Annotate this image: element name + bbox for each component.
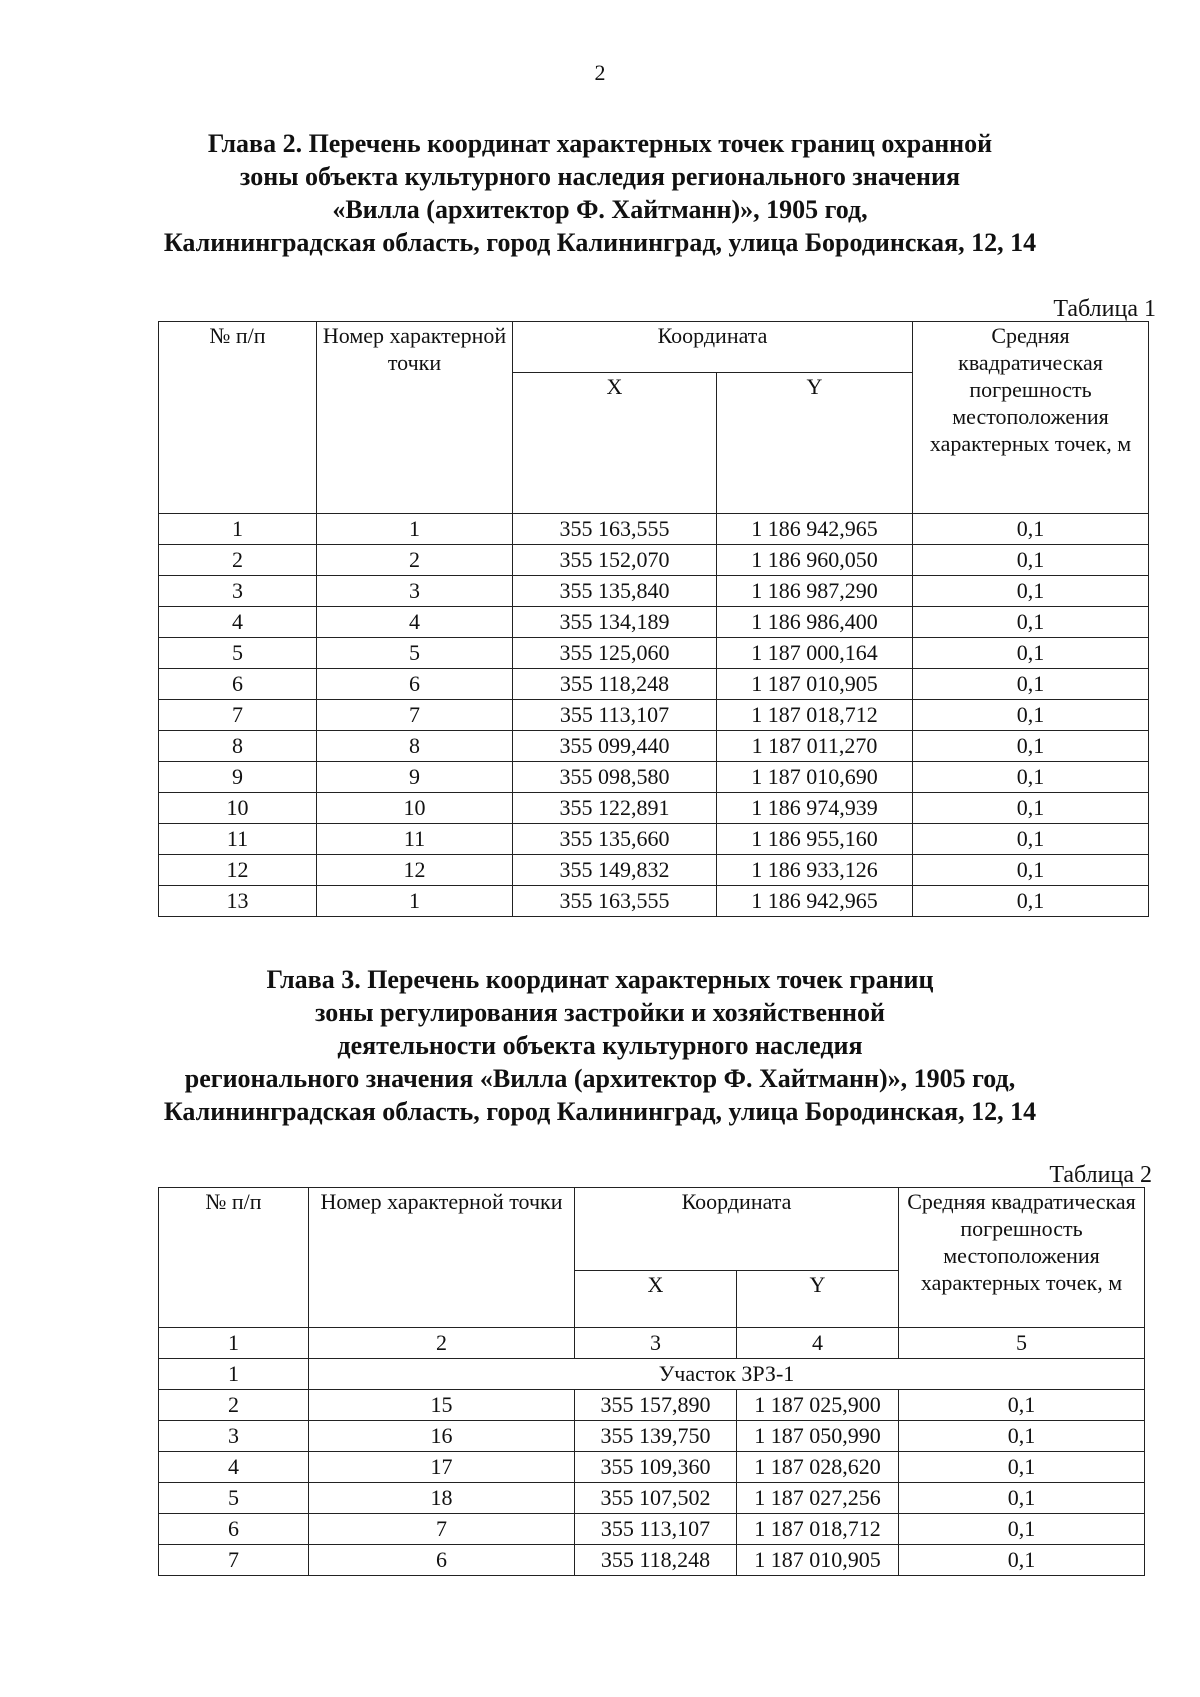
chapter-2-title — [140, 127, 1060, 259]
header-num: № п/п — [159, 1188, 309, 1328]
point-num: 4 — [317, 607, 513, 638]
chapter-3-title-line: Калининградская область, город Калининград, улица Бородинская, 12, 14 — [163, 1097, 1037, 1126]
header-x: X — [513, 373, 717, 514]
table-1-caption: Таблица 1 — [1053, 296, 1156, 322]
point-num: 1 — [317, 514, 513, 545]
chapter-2-title-line: Калининградская область, город Калининград, улица Бородинская, 12, 14 — [163, 228, 1037, 257]
chapter-2-title-line: Глава 2. Перечень координат характерных точек границ охранной — [207, 129, 993, 158]
point-num: 9 — [317, 762, 513, 793]
table-row — [159, 638, 1149, 669]
header-num: № п/п — [159, 322, 317, 514]
table-1 — [158, 321, 1149, 917]
row-num: 4 — [159, 607, 317, 638]
error-value: 0,1 — [913, 607, 1149, 638]
point-num: 18 — [309, 1483, 575, 1514]
coord-y: 1 187 027,256 — [737, 1483, 899, 1514]
header-coordinate: Координата — [513, 322, 913, 373]
point-num: 10 — [317, 793, 513, 824]
coord-y: 1 187 028,620 — [737, 1452, 899, 1483]
row-num: 4 — [159, 1452, 309, 1483]
row-num: 5 — [159, 1483, 309, 1514]
chapter-3-title — [140, 963, 1060, 1128]
coord-x: 355 122,891 — [513, 793, 717, 824]
coord-y: 1 187 025,900 — [737, 1390, 899, 1421]
coord-y: 1 186 942,965 — [717, 514, 913, 545]
column-number: 2 — [309, 1328, 575, 1359]
chapter-3-title-line: Глава 3. Перечень координат характерных точек границ — [266, 965, 934, 994]
chapter-2-title-line: зоны объекта культурного наследия регионального значения — [239, 162, 961, 191]
table-2 — [158, 1187, 1145, 1576]
coord-x: 355 113,107 — [575, 1514, 737, 1545]
table-row — [159, 855, 1149, 886]
point-num: 5 — [317, 638, 513, 669]
header-point: Номер характерной точки — [309, 1188, 575, 1328]
table-row — [159, 700, 1149, 731]
row-num: 7 — [159, 700, 317, 731]
error-value: 0,1 — [899, 1483, 1145, 1514]
table-row — [159, 886, 1149, 917]
header-y: Y — [717, 373, 913, 514]
coord-x: 355 109,360 — [575, 1452, 737, 1483]
table-2-caption: Таблица 2 — [1049, 1162, 1152, 1188]
row-num: 1 — [159, 514, 317, 545]
coord-x: 355 152,070 — [513, 545, 717, 576]
point-num: 17 — [309, 1452, 575, 1483]
section-row-label: Участок ЗРЗ-1 — [309, 1359, 1145, 1390]
row-num: 11 — [159, 824, 317, 855]
coord-x: 355 135,660 — [513, 824, 717, 855]
chapter-2-title-line: «Вилла (архитектор Ф. Хайтманн)», 1905 год, — [332, 195, 868, 224]
point-num: 11 — [317, 824, 513, 855]
row-num: 10 — [159, 793, 317, 824]
row-num: 5 — [159, 638, 317, 669]
error-value: 0,1 — [899, 1421, 1145, 1452]
coord-y: 1 187 010,905 — [717, 669, 913, 700]
error-value: 0,1 — [913, 638, 1149, 669]
point-num: 6 — [309, 1545, 575, 1576]
row-num: 13 — [159, 886, 317, 917]
chapter-3-title-line: зоны регулирования застройки и хозяйственной — [315, 998, 885, 1027]
point-num: 2 — [317, 545, 513, 576]
table-2-body — [159, 1328, 1145, 1576]
section-row-num: 1 — [159, 1359, 309, 1390]
coord-x: 355 163,555 — [513, 514, 717, 545]
table-row — [159, 1483, 1145, 1514]
coord-x: 355 157,890 — [575, 1390, 737, 1421]
row-num: 3 — [159, 1421, 309, 1452]
table-row — [159, 576, 1149, 607]
error-value: 0,1 — [913, 793, 1149, 824]
coord-y: 1 187 018,712 — [737, 1514, 899, 1545]
column-number: 3 — [575, 1328, 737, 1359]
error-value: 0,1 — [913, 514, 1149, 545]
table-row — [159, 793, 1149, 824]
coord-y: 1 186 955,160 — [717, 824, 913, 855]
row-num: 12 — [159, 855, 317, 886]
table-row — [159, 1421, 1145, 1452]
coord-y: 1 186 974,939 — [717, 793, 913, 824]
coord-x: 355 113,107 — [513, 700, 717, 731]
coord-x: 355 163,555 — [513, 886, 717, 917]
point-num: 7 — [309, 1514, 575, 1545]
header-coordinate: Координата — [575, 1188, 899, 1271]
table-row — [159, 1545, 1145, 1576]
table-row — [159, 669, 1149, 700]
coord-y: 1 186 987,290 — [717, 576, 913, 607]
error-value: 0,1 — [913, 762, 1149, 793]
section-row — [159, 1359, 1145, 1390]
table-row — [159, 1452, 1145, 1483]
coord-x: 355 135,840 — [513, 576, 717, 607]
row-num: 3 — [159, 576, 317, 607]
coord-x: 355 118,248 — [513, 669, 717, 700]
row-num: 2 — [159, 545, 317, 576]
chapter-3-title-line: регионального значения «Вилла (архитектор Ф. Хайтманн)», 1905 год, — [184, 1064, 1016, 1093]
point-num: 3 — [317, 576, 513, 607]
error-value: 0,1 — [913, 824, 1149, 855]
point-num: 7 — [317, 700, 513, 731]
header-error: Средняя квадратическая погрешность местоположения характерных точек, м — [899, 1188, 1145, 1328]
row-num: 8 — [159, 731, 317, 762]
error-value: 0,1 — [913, 576, 1149, 607]
table-row — [159, 762, 1149, 793]
column-number-row — [159, 1328, 1145, 1359]
coord-y: 1 187 011,270 — [717, 731, 913, 762]
error-value: 0,1 — [899, 1514, 1145, 1545]
error-value: 0,1 — [899, 1452, 1145, 1483]
table-row — [159, 514, 1149, 545]
coord-y: 1 186 942,965 — [717, 886, 913, 917]
coord-x: 355 118,248 — [575, 1545, 737, 1576]
row-num: 9 — [159, 762, 317, 793]
column-number: 5 — [899, 1328, 1145, 1359]
coord-y: 1 187 050,990 — [737, 1421, 899, 1452]
error-value: 0,1 — [913, 545, 1149, 576]
coord-x: 355 107,502 — [575, 1483, 737, 1514]
point-num: 16 — [309, 1421, 575, 1452]
error-value: 0,1 — [913, 886, 1149, 917]
coord-x: 355 149,832 — [513, 855, 717, 886]
header-point: Номер характерной точки — [317, 322, 513, 514]
coord-y: 1 187 000,164 — [717, 638, 913, 669]
coord-x: 355 125,060 — [513, 638, 717, 669]
coord-y: 1 187 010,905 — [737, 1545, 899, 1576]
header-error: Средняя квадратическая погрешность местоположения характерных точек, м — [913, 322, 1149, 514]
row-num: 6 — [159, 669, 317, 700]
table-row — [159, 1514, 1145, 1545]
error-value: 0,1 — [899, 1545, 1145, 1576]
error-value: 0,1 — [913, 700, 1149, 731]
coord-x: 355 099,440 — [513, 731, 717, 762]
column-number: 1 — [159, 1328, 309, 1359]
table-1-body — [159, 514, 1149, 917]
error-value: 0,1 — [913, 855, 1149, 886]
coord-y: 1 186 986,400 — [717, 607, 913, 638]
point-num: 6 — [317, 669, 513, 700]
coord-y: 1 186 933,126 — [717, 855, 913, 886]
row-num: 2 — [159, 1390, 309, 1421]
point-num: 1 — [317, 886, 513, 917]
coord-y: 1 187 018,712 — [717, 700, 913, 731]
point-num: 15 — [309, 1390, 575, 1421]
point-num: 8 — [317, 731, 513, 762]
row-num: 6 — [159, 1514, 309, 1545]
error-value: 0,1 — [913, 731, 1149, 762]
chapter-3-title-line: деятельности объекта культурного наследия — [337, 1031, 863, 1060]
coord-x: 355 098,580 — [513, 762, 717, 793]
coord-y: 1 186 960,050 — [717, 545, 913, 576]
table-row — [159, 1390, 1145, 1421]
column-number: 4 — [737, 1328, 899, 1359]
table-row — [159, 607, 1149, 638]
coord-x: 355 139,750 — [575, 1421, 737, 1452]
row-num: 7 — [159, 1545, 309, 1576]
point-num: 12 — [317, 855, 513, 886]
table-row — [159, 731, 1149, 762]
table-row — [159, 824, 1149, 855]
coord-y: 1 187 010,690 — [717, 762, 913, 793]
error-value: 0,1 — [899, 1390, 1145, 1421]
error-value: 0,1 — [913, 669, 1149, 700]
header-y: Y — [737, 1271, 899, 1328]
coord-x: 355 134,189 — [513, 607, 717, 638]
page-number: 2 — [594, 60, 606, 85]
table-row — [159, 545, 1149, 576]
header-x: X — [575, 1271, 737, 1328]
